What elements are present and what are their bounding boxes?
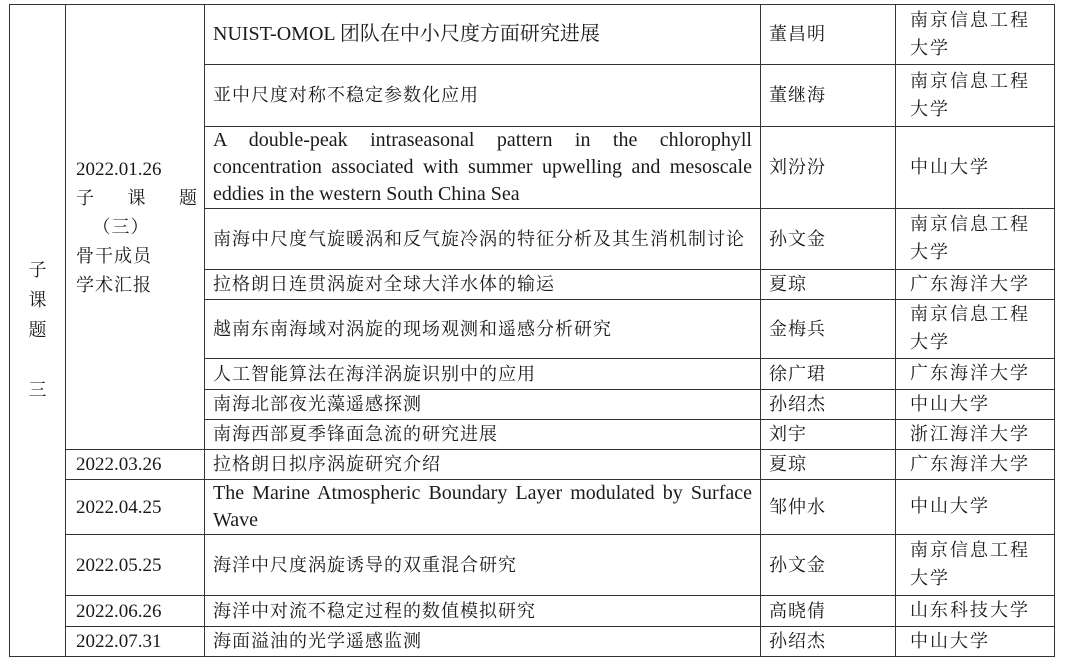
speaker: 孙文金 <box>761 535 896 596</box>
topic: NUIST-OMOL 团队在中小尺度方面研究进展 <box>205 5 761 65</box>
speaker: 孙绍杰 <box>761 627 896 657</box>
schedule-table <box>9 4 1055 657</box>
institution: 南京信息工程大学 <box>896 209 1055 270</box>
topic: 南海西部夏季锋面急流的研究进展 <box>205 420 761 450</box>
topic: 拉格朗日拟序涡旋研究介绍 <box>205 450 761 480</box>
topic: The Marine Atmospheric Boundary Layer modulated by Surface Wave <box>205 480 761 535</box>
speaker: 邹仲水 <box>761 480 896 535</box>
session-date: 2022.01.26 <box>76 158 162 180</box>
table-row <box>10 535 1055 596</box>
topic: A double-peak intraseasonal pattern in the chlorophyll concentration associated with summer upwelling and mesoscale eddies in the western South China Sea <box>205 127 761 209</box>
speaker: 孙文金 <box>761 209 896 270</box>
session-cell <box>66 5 205 450</box>
topic: 海洋中尺度涡旋诱导的双重混合研究 <box>205 535 761 596</box>
table-row <box>10 596 1055 627</box>
institution: 南京信息工程大学 <box>896 65 1055 127</box>
speaker: 夏琼 <box>761 450 896 480</box>
table-row <box>10 480 1055 535</box>
session-line: （三） <box>92 216 150 238</box>
topic: 海洋中对流不稳定过程的数值模拟研究 <box>205 596 761 627</box>
speaker: 金梅兵 <box>761 300 896 359</box>
table-row <box>10 5 1055 65</box>
topic: 南海北部夜光藻遥感探测 <box>205 390 761 420</box>
institution: 广东海洋大学 <box>896 270 1055 300</box>
speaker: 董昌明 <box>761 5 896 65</box>
topic: 亚中尺度对称不稳定参数化应用 <box>205 65 761 127</box>
session-line: 子 课 题 <box>76 187 198 209</box>
speaker: 孙绍杰 <box>761 390 896 420</box>
table-row <box>10 450 1055 480</box>
session-line: 骨干成员 <box>76 245 152 267</box>
institution: 山东科技大学 <box>896 596 1055 627</box>
institution: 中山大学 <box>896 627 1055 657</box>
topic: 拉格朗日连贯涡旋对全球大洋水体的输运 <box>205 270 761 300</box>
date: 2022.03.26 <box>66 450 205 480</box>
date: 2022.06.26 <box>66 596 205 627</box>
institution: 中山大学 <box>896 127 1055 209</box>
speaker: 高晓倩 <box>761 596 896 627</box>
speaker: 董继海 <box>761 65 896 127</box>
topic: 人工智能算法在海洋涡旋识别中的应用 <box>205 359 761 390</box>
speaker: 刘汾汾 <box>761 127 896 209</box>
institution: 广东海洋大学 <box>896 359 1055 390</box>
session-line: 学术汇报 <box>76 274 152 296</box>
institution: 浙江海洋大学 <box>896 420 1055 450</box>
institution: 南京信息工程大学 <box>896 5 1055 65</box>
institution: 广东海洋大学 <box>896 450 1055 480</box>
date: 2022.04.25 <box>66 480 205 535</box>
topic: 南海中尺度气旋暖涡和反气旋冷涡的特征分析及其生消机制讨论 <box>205 209 761 270</box>
speaker: 刘宇 <box>761 420 896 450</box>
speaker: 徐广珺 <box>761 359 896 390</box>
table-row <box>10 627 1055 657</box>
topic: 越南东南海域对涡旋的现场观测和遥感分析研究 <box>205 300 761 359</box>
subproject-label: 子 课 题 三 <box>10 5 66 657</box>
topic: 海面溢油的光学遥感监测 <box>205 627 761 657</box>
institution: 中山大学 <box>896 390 1055 420</box>
date: 2022.07.31 <box>66 627 205 657</box>
institution: 南京信息工程大学 <box>896 300 1055 359</box>
institution: 南京信息工程大学 <box>896 535 1055 596</box>
speaker: 夏琼 <box>761 270 896 300</box>
institution: 中山大学 <box>896 480 1055 535</box>
date: 2022.05.25 <box>66 535 205 596</box>
